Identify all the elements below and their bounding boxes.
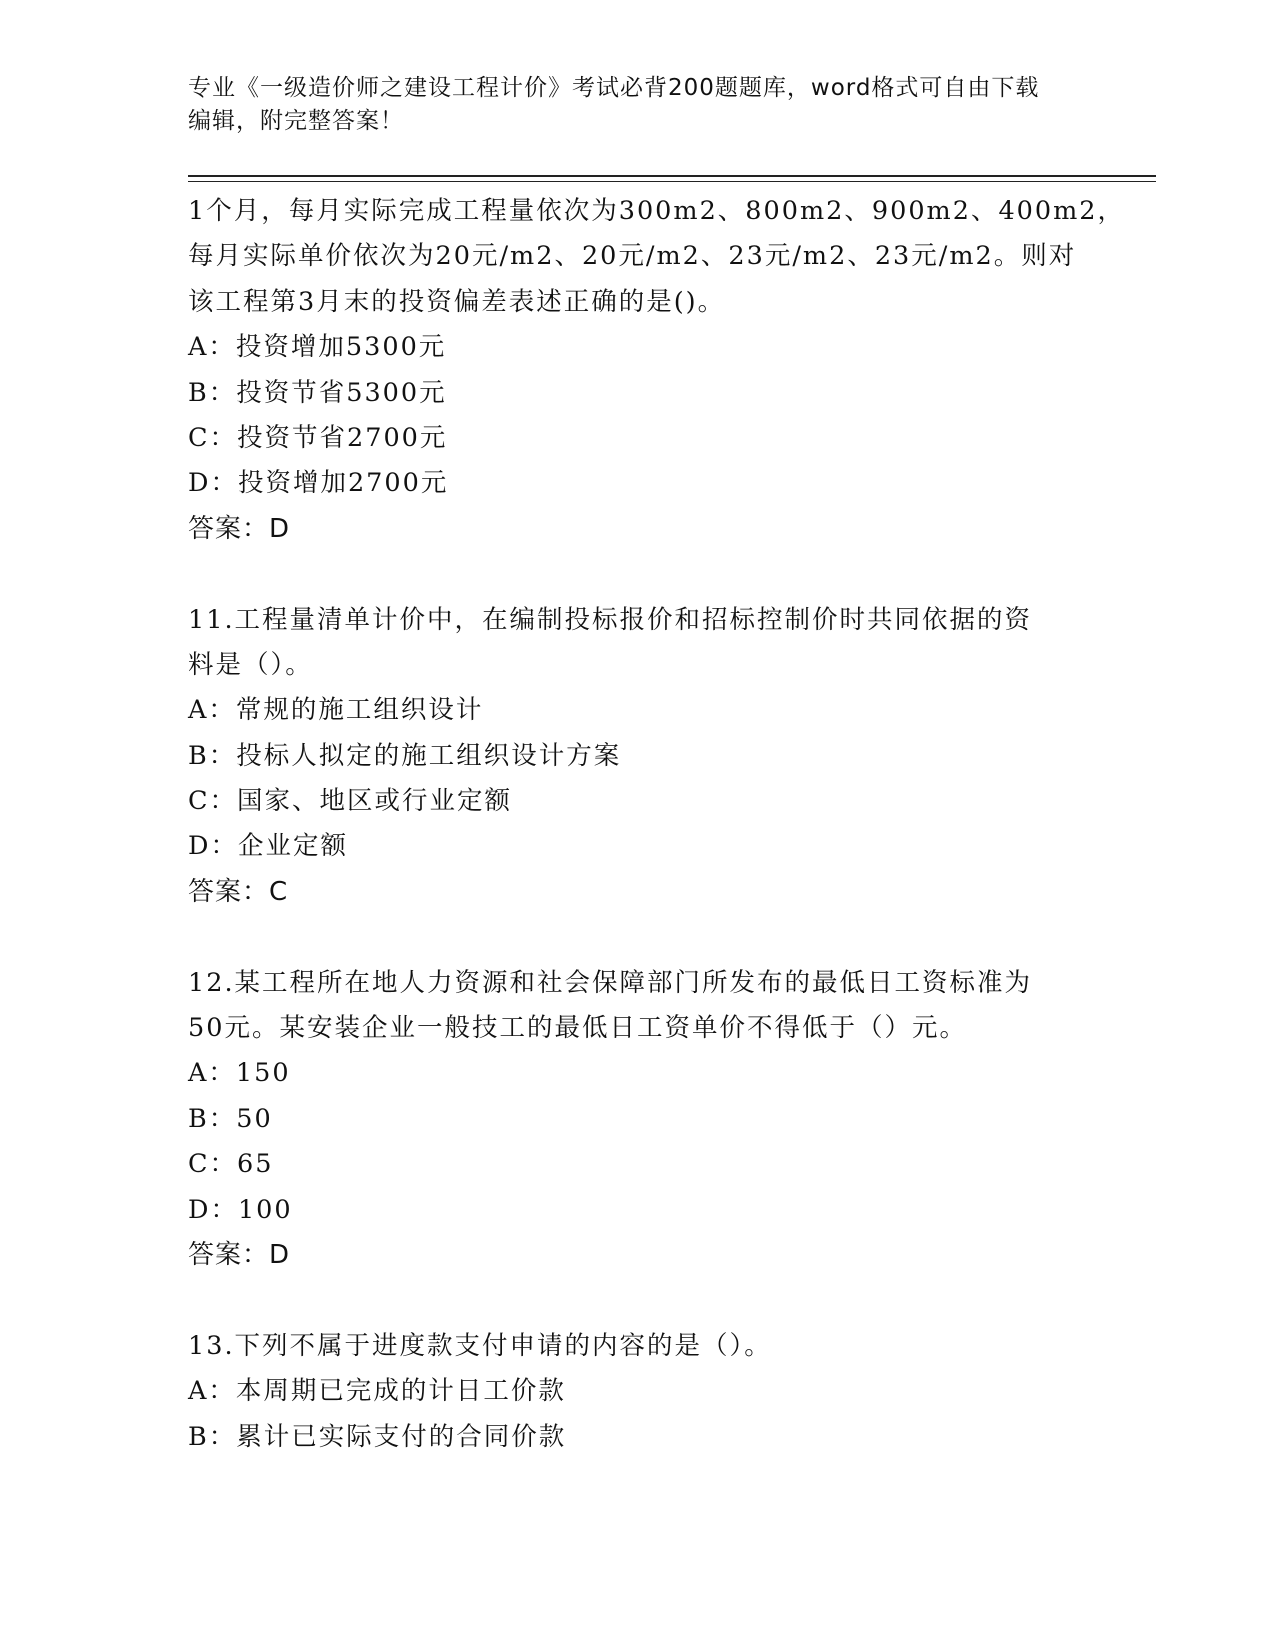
question-text: 料是（）。: [188, 649, 313, 680]
option-a: A：投资增加5300元: [188, 332, 447, 363]
option-b: B：50: [188, 1103, 273, 1134]
answer-label: 答案：D: [188, 513, 291, 544]
option-c: C：国家、地区或行业定额: [188, 786, 513, 817]
option-b: B：投标人拟定的施工组织设计方案: [188, 740, 622, 771]
document-header: [188, 72, 1068, 138]
header-divider-thick: [188, 175, 1156, 177]
option-d: D：企业定额: [188, 831, 348, 862]
question-text: 13.下列不属于进度款支付申请的内容的是（）。: [188, 1330, 772, 1361]
header-line-1: 专业《一级造价师之建设工程计价》考试必背200题题库，word格式可自由下载: [188, 75, 1040, 101]
option-b: B：累计已实际支付的合同价款: [188, 1421, 567, 1452]
option-d: D：投资增加2700元: [188, 468, 449, 499]
question-text: 11.工程量清单计价中，在编制投标报价和招标控制价时共同依据的资: [188, 604, 1033, 635]
question-spacer: [188, 915, 1088, 960]
option-c: C：65: [188, 1149, 274, 1180]
question-list: [188, 189, 1126, 1460]
question-spacer: [188, 552, 1088, 597]
question-11: [188, 598, 1088, 916]
option-a: A：本周期已完成的计日工价款: [188, 1376, 566, 1407]
header-line-2: 编辑，附完整答案！: [188, 108, 404, 134]
option-a: A：150: [188, 1058, 291, 1089]
question-text: 该工程第3月末的投资偏差表述正确的是()。: [188, 286, 726, 317]
question-text: 每月实际单价依次为20元/m2、20元/m2、23元/m2、23元/m2。则对: [188, 241, 1077, 272]
header-divider-thin: [188, 181, 1156, 182]
question-13: [188, 1324, 1088, 1460]
answer-label: 答案：C: [188, 876, 289, 907]
question-10: [188, 189, 1126, 552]
option-d: D：100: [188, 1194, 293, 1225]
question-text: 1个月，每月实际完成工程量依次为300m2、800m2、900m2、400m2，: [188, 196, 1126, 226]
question-text: 50元。某安装企业一般技工的最低日工资单价不得低于（）元。: [188, 1013, 967, 1044]
option-a: A：常规的施工组织设计: [188, 695, 484, 726]
answer-label: 答案：D: [188, 1239, 291, 1270]
question-text: 12.某工程所在地人力资源和社会保障部门所发布的最低日工资标准为: [188, 967, 1033, 998]
question-12: [188, 961, 1088, 1279]
option-c: C：投资节省2700元: [188, 422, 448, 453]
option-b: B：投资节省5300元: [188, 377, 447, 408]
question-spacer: [188, 1278, 1088, 1323]
